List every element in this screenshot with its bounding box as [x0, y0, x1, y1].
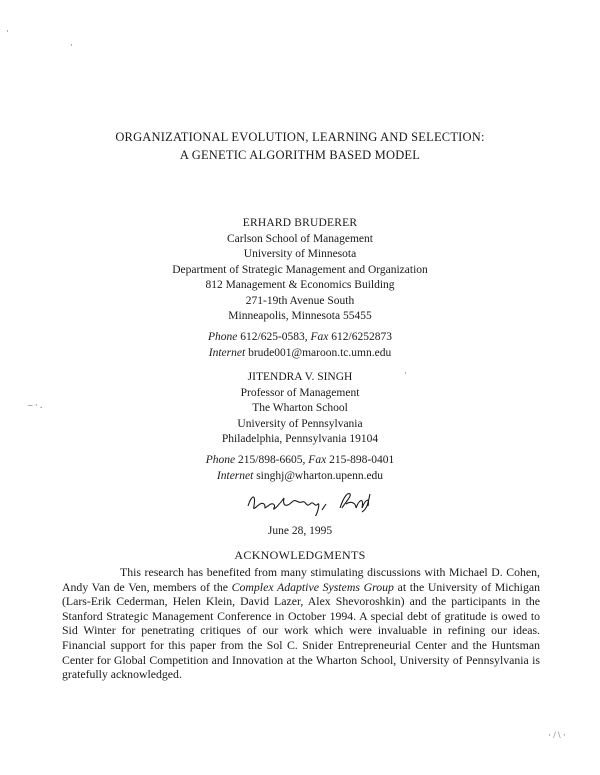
scan-speck: · [404, 368, 407, 378]
handwriting-scribble [0, 488, 600, 516]
author-1-city: Minneapolis, Minnesota 55455 [228, 310, 372, 322]
acknowledgments-heading: ACKNOWLEDGMENTS [234, 548, 366, 562]
author-1-contact [0, 330, 600, 361]
handwritten-note [0, 488, 600, 516]
author-1-street: 271-19th Avenue South [245, 294, 355, 307]
author-2-school: The Wharton School [252, 402, 348, 414]
author-1-building: 812 Management & Economics Building [205, 279, 395, 291]
author-2-city: Philadelphia, Pennsylvania 19104 [221, 433, 379, 445]
author-2-email: singhj@wharton.upenn.edu [256, 469, 384, 482]
author-2-phone: 215/898-6605, [238, 454, 306, 466]
author-1-email: brude001@maroon.tc.umn.edu [248, 346, 392, 359]
phone-label: Phone [205, 454, 236, 466]
fax-label: Fax [308, 454, 327, 466]
author-1-university: University of Minnesota [243, 248, 357, 260]
scan-speck: · / \ · [548, 730, 566, 740]
author-1-phone: 612/625-0583, [240, 331, 308, 343]
internet-label: Internet [216, 469, 254, 482]
author-2-university: University of Pennsylvania [237, 417, 363, 430]
author-2-block [0, 370, 600, 448]
paper-date: June 28, 1995 [267, 525, 333, 537]
ack-text-part-2: at the University of Michigan (Lars-Erik Cederman, Helen Klein, David Lazer, Alex Shevoroshkin) and the participants in the Stanford Strategic Management Conference in October 1994. A special debt of gratitude is owed to Sid Winter for penetrating critiques of our work which were invaluable in refining our ideas. Financial support for this paper from the Sol C. Snider Entrepreneurial Center and the Huntsman Center for Global Competition and Innovation at the Wharton School, University of Pennsylvania is gratefully acknowledged. [62, 579, 540, 682]
author-1-name: ERHARD BRUDERER [242, 217, 358, 229]
paper-title [0, 128, 600, 164]
phone-label: Phone [207, 331, 238, 343]
ack-group-name: Complex Adaptive Systems Group [231, 579, 394, 594]
author-1-department: Department of Strategic Management and Organization [172, 263, 428, 276]
author-2-contact [0, 453, 600, 484]
author-1-fax: 612/6252873 [331, 331, 392, 343]
fax-label: Fax [310, 331, 329, 343]
ack-text-part-1: This research has benefited from many stimulating discussions with Michael D. Cohen, Andy Van de Ven, members of the [62, 565, 540, 594]
author-2-phone-line [0, 453, 600, 469]
author-1-phone-line [0, 330, 600, 346]
internet-label: Internet [208, 346, 246, 359]
author-2-internet-line [0, 469, 600, 485]
scan-speck: · [6, 26, 9, 36]
title-line-2: A GENETIC ALGORITHM BASED MODEL [179, 148, 421, 162]
acknowledgments-text [62, 565, 540, 682]
author-2-name: JITENDRA V. SINGH [247, 371, 353, 383]
author-2-position: Professor of Management [240, 386, 360, 399]
author-2-fax: 215-898-0401 [329, 454, 395, 466]
scan-speck: – · . [28, 400, 43, 410]
title-line-1: ORGANIZATIONAL EVOLUTION, LEARNING AND SELECTION: [115, 130, 485, 144]
author-1-block [0, 216, 600, 325]
author-1-school: Carlson School of Management [227, 232, 373, 245]
author-1-internet-line [0, 346, 600, 362]
scan-speck: · [70, 40, 73, 50]
